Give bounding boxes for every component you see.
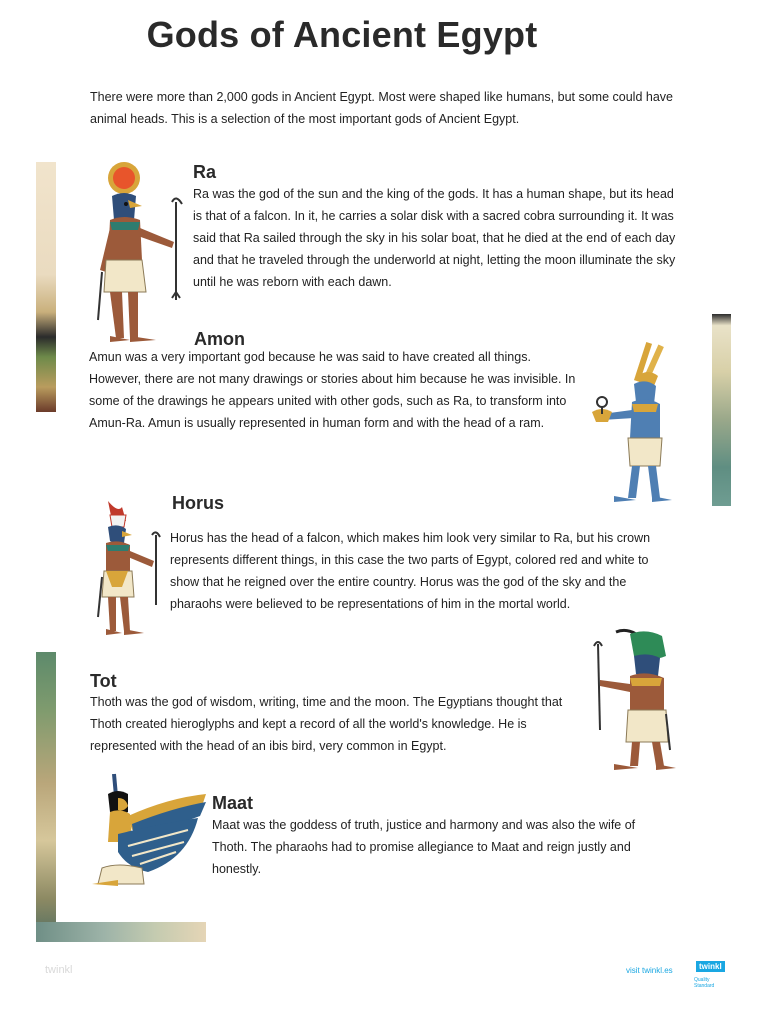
god-heading-ra: Ra [193, 162, 217, 182]
god-heading-horus: Horus [172, 493, 225, 513]
god-description-horus: Horus has the head of a falcon, which makes him look very similar to Ra, but his crown represents different things, in this case the two parts of Egypt, colored red and white to show that he reigned over the entire country. Horus was the god of the sky and the pharaohs were believed to be representations of him in the mortal world. [170, 531, 651, 611]
brand-logo-badge: twinkl [696, 961, 725, 972]
decorative-border-strip [712, 314, 731, 506]
intro-paragraph: There were more than 2,000 gods in Ancient Egypt. Most were shaped like humans, but some could have animal heads. This is a selection of the most important gods of Ancient Egypt. [90, 90, 673, 126]
god-description-tot: Thoth was the god of wisdom, writing, time and the moon. The Egyptians thought that Thoth created hieroglyphs and kept a record of all the world's knowledge. He is represented with the head of an ibis bird, very common in Egypt. [90, 695, 563, 753]
footer-visit-link[interactable]: visit twinkl.es [626, 966, 673, 975]
god-description-amon: Amun was a very important god because he was said to have created all things. However, there are not many drawings or stories about him because he was invisible. In some of the drawings he appears united with other gods, such as Ra, to transform into Amun-Ra. Amun is usually represented in human form and with the head of a ram. [89, 350, 576, 430]
decorative-border-strip [36, 162, 56, 412]
amon-illustration [588, 338, 680, 508]
quality-standard-label: Quality Standard [694, 977, 715, 989]
god-heading-maat: Maat [212, 793, 254, 813]
decorative-border-strip [36, 922, 206, 942]
page-title: Gods of Ancient Egypt [146, 14, 538, 55]
god-description-maat: Maat was the goddess of truth, justice and harmony and was also the wife of Thoth. The pharaohs had to promise allegiance to Maat and reign justly and honestly. [212, 818, 636, 876]
horus-illustration [92, 497, 166, 637]
god-heading-tot: Tot [90, 671, 117, 691]
footer-watermark: twinkl [45, 964, 73, 976]
god-heading-amon: Amon [194, 329, 245, 349]
tot-illustration [586, 626, 678, 772]
maat-illustration [88, 772, 210, 890]
decorative-border-strip [36, 652, 56, 942]
ra-illustration [90, 160, 190, 345]
god-description-ra: Ra was the god of the sun and the king of the gods. It has a human shape, but its head is that of a falcon. In it, he carries a solar disk with a sacred cobra surrounding it. It was said that Ra sailed through the sky in his solar boat, that he died at the end of each day and that he traveled through the underworld at night, letting the moon illuminate the sky until he was reborn with each dawn. [193, 187, 676, 289]
